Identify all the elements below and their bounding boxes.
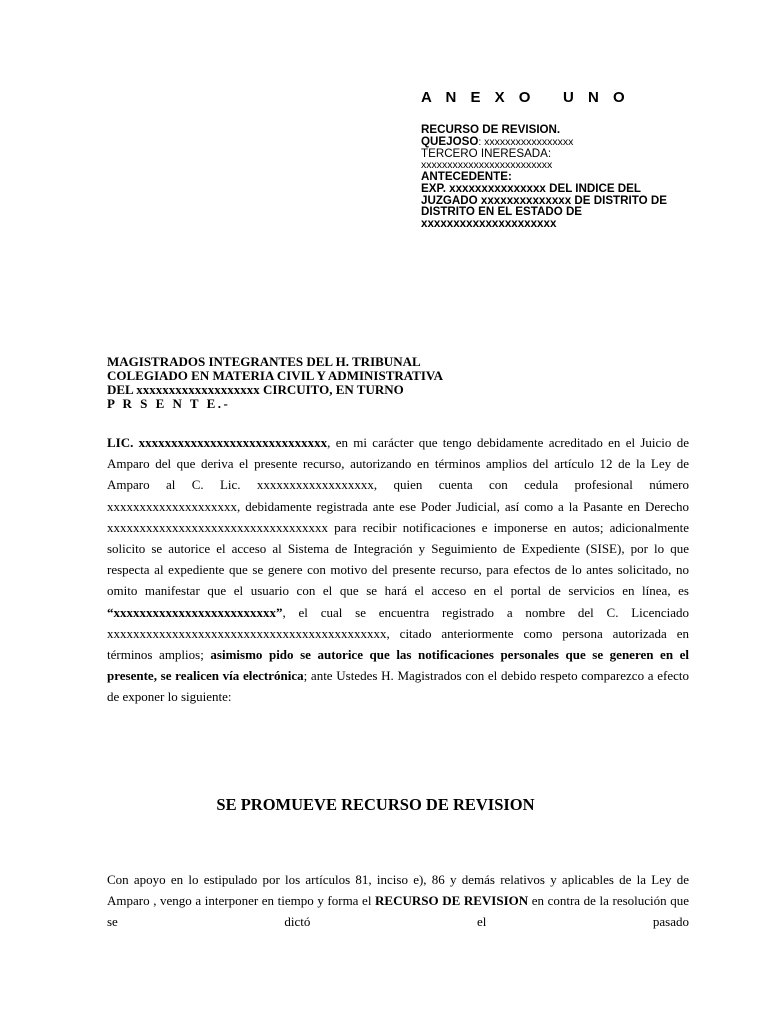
expediente-line-3: DISTRITO EN EL ESTADO DE	[421, 205, 583, 219]
annex-title: A N E X O U N O	[421, 89, 630, 106]
tercero-label: TERCERO INERESADA:	[421, 147, 552, 161]
section-heading: SE PROMUEVE RECURSO DE REVISION	[216, 795, 535, 814]
addressee-block	[107, 355, 527, 411]
case-info-block	[421, 124, 721, 229]
closing-paragraph	[107, 869, 689, 933]
quejoso-value: : xxxxxxxxxxxxxxxxx	[478, 135, 574, 148]
addressee-line-2: COLEGIADO EN MATERIA CIVIL Y ADMINISTRATIVA	[107, 368, 444, 383]
quejoso-label: QUEJOSO	[421, 134, 479, 148]
addressee-line-4: P R S E N T E.-	[107, 396, 231, 411]
antecedente-label: ANTECEDENTE:	[421, 170, 512, 184]
closing-text-2: en contra de la resolución que se dictó el pasado	[107, 893, 690, 930]
expediente-line-1: EXP. xxxxxxxxxxxxxxx DEL INDICE DEL	[421, 181, 641, 195]
recurso-line: RECURSO DE REVISION.	[421, 123, 561, 136]
usuario-value: “xxxxxxxxxxxxxxxxxxxxxxxxx”	[107, 604, 283, 620]
closing-text-1: Con apoyo en lo estipulado por los artículos 81, inciso e), 86 y demás relativos y aplicables de la Ley de Amparo , vengo a interponer en tiempo y forma el	[107, 872, 689, 909]
body-text-1: , en mi carácter que tengo debidamente acreditado en el Juicio de Amparo del que deriva el presente recurso, autorizando en términos amplios del artículo 12 de la Ley de Amparo al C. Lic. xxxxxxxxxxxxxxxxxx, quien cuenta con cedula profesional número xxxxxxxxxxxxxxxxxxxx, debidamente registrada ante ese Poder Judicial, así como a la Pasante en Derecho xxxxxxxxxxxxxxxxxxxxxxxxxxxxxxxxxx para recibir notificaciones e imponerse en autos; adicionalmente solicito se autorice el acceso al Sistema de Integración y Seguimiento de Expediente (SISE), por lo que respecta al expediente que se genere con motivo del presente recurso, para efectos de lo antes solicitado, no omito manifestar que el usuario con el que se hará el acceso en el portal de servicios en línea, es	[107, 435, 689, 599]
expediente-line-2: JUZGADO xxxxxxxxxxxxxx DE DISTRITO DE	[421, 193, 667, 207]
body-text-3: ; ante Ustedes H. Magistrados con el debido respeto comparezco a efecto de exponer lo siguiente:	[107, 668, 689, 705]
lic-name: LIC. xxxxxxxxxxxxxxxxxxxxxxxxxxxxx	[107, 435, 328, 450]
tercero-value: xxxxxxxxxxxxxxxxxxxxxxxxx	[421, 158, 553, 171]
section-heading-wrapper	[0, 795, 768, 815]
addressee-line-3: DEL xxxxxxxxxxxxxxxxxxx CIRCUITO, EN TURNO	[107, 382, 404, 397]
electronic-notification-request: asimismo pido se autorice que las notificaciones personales que se generen en el presente, se realicen vía electrónica	[107, 647, 689, 684]
body-paragraph	[107, 432, 689, 708]
recurso-de-revision-bold: RECURSO DE REVISION	[375, 893, 529, 909]
body-text-2: , el cual se encuentra registrado a nombre del C. Licenciado xxxxxxxxxxxxxxxxxxxxxxxxxxxxxxxxxxxxxxxxxxx, citado anteriormente como persona autorizada en términos amplios;	[107, 604, 689, 663]
addressee-line-1: MAGISTRADOS INTEGRANTES DEL H. TRIBUNAL	[107, 354, 421, 369]
expediente-line-4: xxxxxxxxxxxxxxxxxxxxx	[421, 216, 557, 230]
